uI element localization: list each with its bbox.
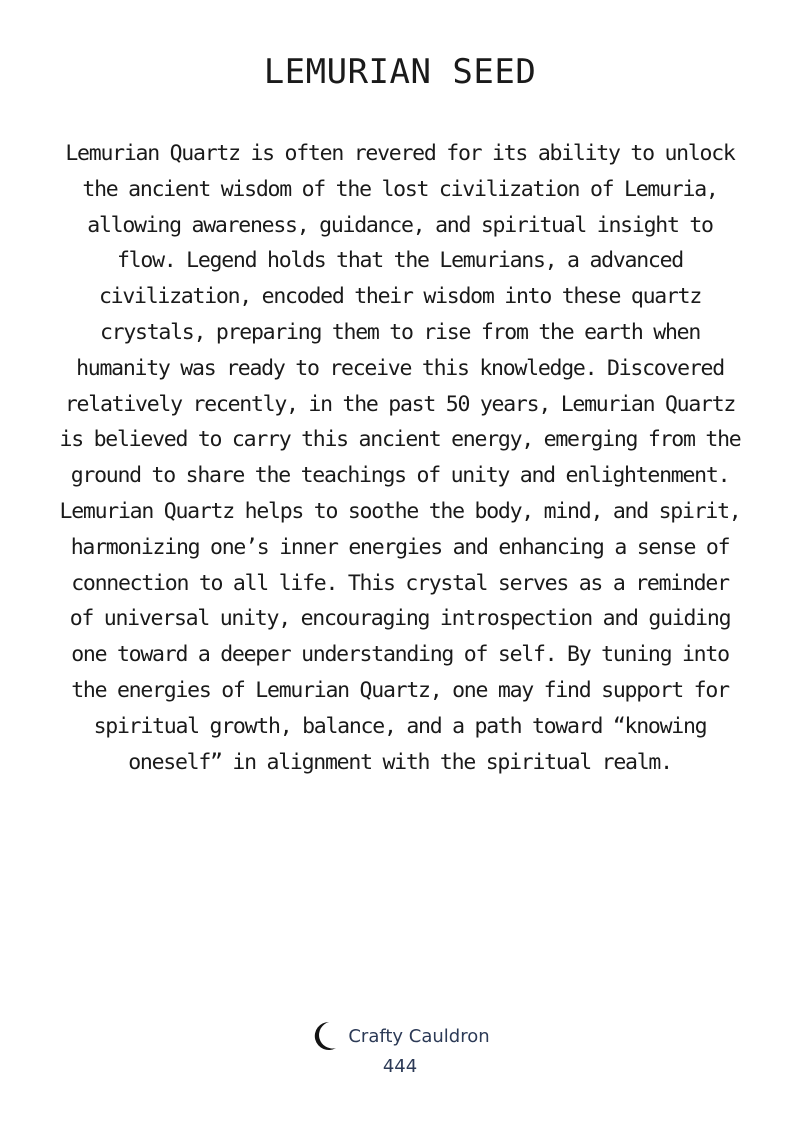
brand-name: Crafty Cauldron [348,1025,490,1047]
page-number: 444 [382,1056,418,1077]
footer-brand [0,1020,800,1052]
paragraph-2: Lemurian Quartz helps to soothe the body, mind, and spirit, harmonizing one’s inner energies and enhancing a sense of connection to all life. This crystal serves as a reminder of universal unity, encouraging introspection and guiding one toward a deeper understanding of self. By tuning into the energies of Lemurian Quartz, one may find support for spiritual growth, balance, and a path toward “knowing oneself” in alignment with the spiritual realm. [59,498,741,775]
page-title: LEMURIAN SEED [263,52,537,92]
crescent-moon-icon [310,1020,338,1052]
paragraph-1: Lemurian Quartz is often revered for its ability to unlock the ancient wisdom of the lost civilization of Lemuria, allowing awareness, guidance, and spiritual insight to flow. Legend holds that the Lemurians, a advanced civilization, encoded their wisdom into these quartz crystals, preparing them to rise from the earth when humanity was ready to receive this knowledge. Discovered relatively recently, in the past 50 years, Lemurian Quartz is believed to carry this ancient energy, emerging from the ground to share the teachings of unity and enlightenment. [59,141,741,489]
body-text [55,136,745,780]
